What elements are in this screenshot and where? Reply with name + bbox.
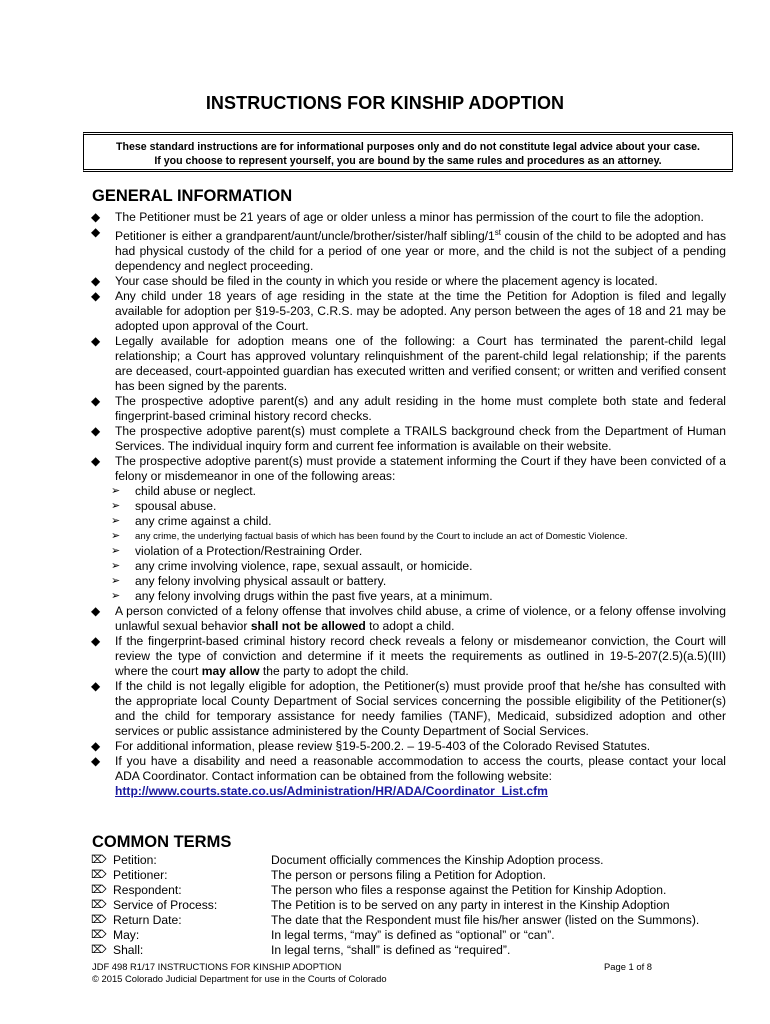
disclaimer-box	[83, 132, 733, 172]
sub-list-item: ➢ any felony involving physical assault or battery.	[111, 574, 387, 589]
diamond-bullet-icon: ◆	[91, 210, 101, 224]
list-item: ◆ The prospective adoptive parent(s) and any adult residing in the home must complete both state and federal fingerprint-based criminal history record checks.	[91, 394, 726, 424]
term-row: ⌦ Petition: Document officially commences the Kinship Adoption process.	[91, 853, 604, 867]
diamond-bullet-icon: ◆	[91, 454, 101, 469]
arrow-bullet-icon: ➢	[111, 485, 121, 498]
sub-list-item: ➢ spousal abuse.	[111, 499, 217, 514]
common-terms-heading: COMMON TERMS	[92, 833, 232, 851]
list-item: ◆ Any child under 18 years of age residing in the state at the time the Petition for Adoption is filed and legally available for adoption per §19-5-203, C.R.S. may be adopted. Any person between the ages of 18 and 21 may be adopted upon approval of the Court.	[91, 289, 726, 334]
term-row: ⌦ Petitioner: The person or persons filing a Petition for Adoption.	[91, 868, 546, 882]
disclaimer-line-1: These standard instructions are for informational purposes only and do not constitute legal advice about your case.	[116, 141, 700, 153]
disclaimer-line-2: If you choose to represent yourself, you are bound by the same rules and procedures as an attorney.	[154, 155, 662, 167]
list-item: ◆ If you have a disability and need a reasonable accommodation to access the courts, please contact your local ADA Coordinator. Contact information can be obtained from the following website: http://www.courts.state.co.us/Administration/HR/ADA/Coordinator_List.cfm	[91, 754, 726, 799]
sub-list-item: ➢ any felony involving drugs within the past five years, at a minimum.	[111, 589, 493, 604]
box-arrow-icon: ⌦	[91, 854, 107, 866]
box-arrow-icon: ⌦	[91, 929, 107, 941]
page-footer	[92, 961, 652, 985]
ada-coordinator-link[interactable]: http://www.courts.state.co.us/Administration/HR/ADA/Coordinator_List.cfm	[115, 784, 548, 799]
term-row: ⌦ Service of Process: The Petition is to be served on any party in interest in the Kinship Adoption	[91, 898, 670, 912]
diamond-bullet-icon: ◆	[91, 394, 101, 409]
list-item: ◆ A person convicted of a felony offense that involves child abuse, a crime of violence, or a felony offense involving unlawful sexual behavior shall not be allowed to adopt a child.	[91, 604, 726, 634]
page-number: Page 1 of 8	[604, 961, 652, 972]
diamond-bullet-icon: ◆	[91, 424, 101, 439]
list-item: ◆ Your case should be filed in the county in which you reside or where the placement agency is located.	[91, 274, 658, 289]
common-terms-list	[91, 853, 731, 958]
list-item: ◆ The Petitioner must be 21 years of age or older unless a minor has permission of the court to file the adoption.	[91, 210, 704, 224]
arrow-bullet-icon: ➢	[111, 575, 121, 588]
sub-list-item: ➢ child abuse or neglect.	[111, 484, 257, 499]
list-item: ◆ For additional information, please review §19-5-200.2. – 19-5-403 of the Colorado Revised Statutes.	[91, 739, 651, 754]
diamond-bullet-icon: ◆	[91, 289, 101, 304]
arrow-bullet-icon: ➢	[111, 545, 121, 558]
list-item: ◆ The prospective adoptive parent(s) must provide a statement informing the Court if they have been convicted of a felony or misdemeanor in one of the following areas:	[91, 454, 726, 484]
term-row: ⌦ Shall: In legal terns, “shall” is defined as “required”.	[91, 943, 511, 957]
diamond-bullet-icon: ◆	[91, 274, 101, 289]
sub-list-item: ➢ violation of a Protection/Restraining Order.	[111, 544, 363, 559]
box-arrow-icon: ⌦	[91, 944, 107, 956]
copyright-line: © 2015 Colorado Judicial Department for use in the Courts of Colorado	[92, 973, 387, 984]
box-arrow-icon: ⌦	[91, 884, 107, 896]
box-arrow-icon: ⌦	[91, 914, 107, 926]
sub-list-item: ➢ any crime, the underlying factual basis of which has been found by the Court to include an act of Domestic Violence.	[111, 530, 628, 543]
diamond-bullet-icon: ◆	[91, 634, 101, 649]
diamond-bullet-icon: ◆	[91, 604, 101, 619]
arrow-bullet-icon: ➢	[111, 515, 121, 528]
arrow-bullet-icon: ➢	[111, 530, 121, 543]
diamond-bullet-icon: ◆	[91, 334, 101, 349]
diamond-bullet-icon: ◆	[91, 225, 101, 239]
box-arrow-icon: ⌦	[91, 899, 107, 911]
general-information-heading: GENERAL INFORMATION	[92, 187, 293, 205]
list-item: ◆ If the fingerprint-based criminal history record check reveals a felony or misdemeanor conviction, the Court will review the type of conviction and determine if it meets the requirements as outlined in 19-5-207(2.5)(a.5)(III) where the court may allow the party to adopt the child.	[91, 634, 726, 679]
list-item: ◆ Legally available for adoption means one of the following: a Court has terminated the parent-child legal relationship; a Court has approved voluntary relinquishment of the parent-child legal relationship; if the parents are deceased, court-appointed guardian has executed written and verified consent; or written and verified consent has been signed by the parents.	[91, 334, 726, 394]
term-row: ⌦ Respondent: The person who files a response against the Petition for Kinship Adoption.	[91, 883, 667, 897]
list-item: ◆ Petitioner is either a grandparent/aunt/uncle/brother/sister/half sibling/1st cousin of the child to be adopted and has had physical custody of the child for a period of one year or more, and the child is not the subject of a pending dependency and neglect proceeding.	[91, 225, 726, 274]
diamond-bullet-icon: ◆	[91, 679, 101, 694]
list-item: ◆ The prospective adoptive parent(s) must complete a TRAILS background check from the Department of Human Services. The individual inquiry form and current fee information is available on their website.	[91, 424, 726, 454]
box-arrow-icon: ⌦	[91, 869, 107, 881]
arrow-bullet-icon: ➢	[111, 500, 121, 513]
sub-list-item: ➢ any crime involving violence, rape, sexual assault, or homicide.	[111, 559, 473, 574]
term-row: ⌦ May: In legal terms, “may” is defined as “optional” or “can”.	[91, 928, 555, 942]
arrow-bullet-icon: ➢	[111, 590, 121, 603]
arrow-bullet-icon: ➢	[111, 560, 121, 573]
diamond-bullet-icon: ◆	[91, 754, 101, 769]
diamond-bullet-icon: ◆	[91, 739, 101, 754]
page-title: INSTRUCTIONS FOR KINSHIP ADOPTION	[205, 93, 565, 113]
general-information-list	[91, 210, 726, 799]
list-item: ◆ If the child is not legally eligible for adoption, the Petitioner(s) must provide proof that he/she has consulted with the appropriate local County Department of Social services concerning the possible eligibility of the Petitioner(s) and the child for temporary assistance for needy families (TANF), Medicaid, subsidized adoption and other services or public assistance administered by the County Department of Social Services.	[91, 679, 726, 739]
form-id-line: JDF 498 R1/17 INSTRUCTIONS FOR KINSHIP ADOPTION	[92, 961, 342, 972]
sub-list-item: ➢ any crime against a child.	[111, 514, 272, 529]
term-row: ⌦ Return Date: The date that the Respondent must file his/her answer (listed on the Summons).	[91, 913, 700, 927]
